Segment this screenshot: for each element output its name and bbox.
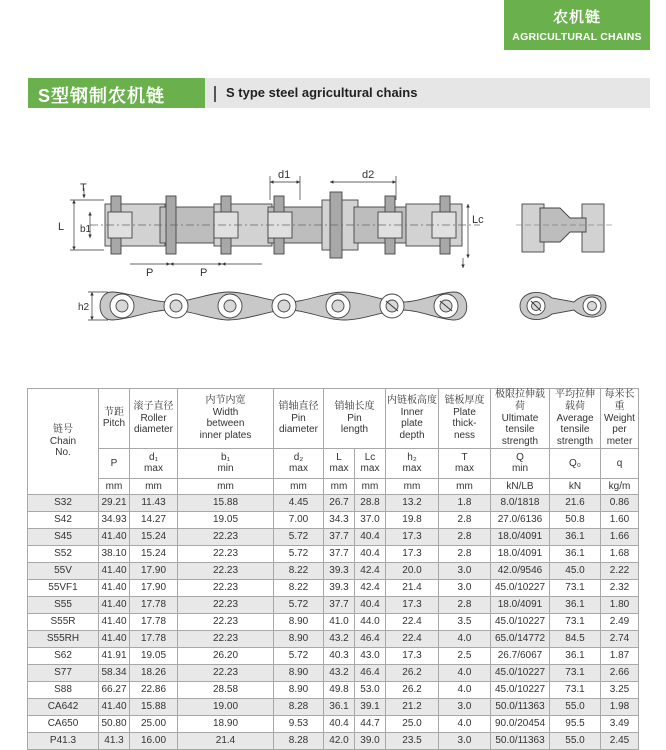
spec-value-cell: 4.0 bbox=[439, 664, 491, 681]
chain-no-cell: 55VF1 bbox=[28, 579, 99, 596]
spec-value-cell: 11.43 bbox=[130, 494, 178, 511]
unit-cell: mm bbox=[178, 478, 274, 494]
header-roller-diameter: 滚子直径 Roller diameter bbox=[130, 389, 178, 449]
spec-value-cell: 22.23 bbox=[178, 613, 274, 630]
spec-value-cell: 42.4 bbox=[355, 579, 386, 596]
table-row bbox=[28, 494, 639, 511]
spec-value-cell: 26.7/6067 bbox=[491, 647, 550, 664]
table-row bbox=[28, 664, 639, 681]
spec-value-cell: 41.0 bbox=[324, 613, 355, 630]
label-d1: d1 bbox=[278, 169, 291, 181]
spec-value-cell: 15.24 bbox=[130, 528, 178, 545]
spec-value-cell: 2.8 bbox=[439, 528, 491, 545]
symbol-b1: b₁ min bbox=[178, 448, 274, 478]
symbol-d1: d₁ max bbox=[130, 448, 178, 478]
spec-value-cell: 21.6 bbox=[550, 494, 601, 511]
symbol-d2: d₂ max bbox=[274, 448, 324, 478]
spec-value-cell: 3.49 bbox=[601, 715, 639, 732]
unit-cell: mm bbox=[324, 478, 355, 494]
spec-value-cell: 8.22 bbox=[274, 562, 324, 579]
header-row-units bbox=[28, 478, 639, 494]
spec-value-cell: 3.0 bbox=[439, 732, 491, 749]
spec-value-cell: 17.3 bbox=[386, 596, 439, 613]
spec-value-cell: 37.7 bbox=[324, 545, 355, 562]
spec-value-cell: 20.0 bbox=[386, 562, 439, 579]
spec-value-cell: 22.23 bbox=[178, 579, 274, 596]
chain-no-cell: S55 bbox=[28, 596, 99, 613]
category-tag bbox=[504, 0, 650, 50]
symbol-T: T max bbox=[439, 448, 491, 478]
spec-value-cell: 1.98 bbox=[601, 698, 639, 715]
spec-value-cell: 22.23 bbox=[178, 528, 274, 545]
spec-value-cell: 29.21 bbox=[99, 494, 130, 511]
symbol-L: L max bbox=[324, 448, 355, 478]
spec-value-cell: 90.0/20454 bbox=[491, 715, 550, 732]
table-row bbox=[28, 596, 639, 613]
spec-value-cell: 5.72 bbox=[274, 596, 324, 613]
spec-value-cell: 34.3 bbox=[324, 511, 355, 528]
chain-no-cell: S52 bbox=[28, 545, 99, 562]
spec-value-cell: 21.2 bbox=[386, 698, 439, 715]
spec-value-cell: 55.0 bbox=[550, 698, 601, 715]
spec-value-cell: 41.3 bbox=[99, 732, 130, 749]
spec-value-cell: 38.10 bbox=[99, 545, 130, 562]
header-weight-per-meter: 每米长重 Weight per meter bbox=[601, 389, 639, 449]
spec-value-cell: 3.0 bbox=[439, 562, 491, 579]
spec-value-cell: 45.0/10227 bbox=[491, 613, 550, 630]
spec-value-cell: 37.0 bbox=[355, 511, 386, 528]
spec-value-cell: 17.90 bbox=[130, 562, 178, 579]
spec-value-cell: 26.7 bbox=[324, 494, 355, 511]
spec-value-cell: 84.5 bbox=[550, 630, 601, 647]
chain-end-view bbox=[516, 204, 612, 252]
unit-cell: mm bbox=[130, 478, 178, 494]
spec-value-cell: 41.40 bbox=[99, 630, 130, 647]
spec-value-cell: 42.4 bbox=[355, 562, 386, 579]
spec-value-cell: 15.88 bbox=[130, 698, 178, 715]
spec-value-cell: 18.26 bbox=[130, 664, 178, 681]
spec-value-cell: 8.90 bbox=[274, 630, 324, 647]
spec-value-cell: 73.1 bbox=[550, 664, 601, 681]
chain-no-cell: S62 bbox=[28, 647, 99, 664]
spec-value-cell: 36.1 bbox=[550, 545, 601, 562]
unit-cell: kN/LB bbox=[491, 478, 550, 494]
spec-value-cell: 39.3 bbox=[324, 562, 355, 579]
spec-value-cell: 39.1 bbox=[355, 698, 386, 715]
table-row bbox=[28, 732, 639, 749]
spec-value-cell: 2.8 bbox=[439, 511, 491, 528]
header-ultimate-strength: 极限拉伸载荷 Ultimate tensile strength bbox=[491, 389, 550, 449]
header-row-symbols bbox=[28, 448, 639, 478]
spec-value-cell: 21.4 bbox=[386, 579, 439, 596]
header-chain-no: 链号 Chain No. bbox=[28, 389, 99, 495]
spec-value-cell: 36.1 bbox=[324, 698, 355, 715]
spec-value-cell: 50.8 bbox=[550, 511, 601, 528]
header-pitch: 节距 Pitch bbox=[99, 389, 130, 449]
header-average-strength: 平均拉伸载荷 Average tensile strength bbox=[550, 389, 601, 449]
spec-value-cell: 4.0 bbox=[439, 681, 491, 698]
spec-value-cell: 19.05 bbox=[130, 647, 178, 664]
chain-no-cell: S45 bbox=[28, 528, 99, 545]
spec-value-cell: 2.8 bbox=[439, 545, 491, 562]
spec-value-cell: 3.0 bbox=[439, 698, 491, 715]
header-row-names bbox=[28, 389, 639, 449]
spec-value-cell: 4.0 bbox=[439, 630, 491, 647]
spec-value-cell: 17.78 bbox=[130, 596, 178, 613]
spec-value-cell: 7.00 bbox=[274, 511, 324, 528]
spec-value-cell: 8.28 bbox=[274, 732, 324, 749]
spec-value-cell: 4.0 bbox=[439, 715, 491, 732]
label-L: L bbox=[58, 221, 65, 233]
chain-no-cell: S88 bbox=[28, 681, 99, 698]
spec-value-cell: 2.49 bbox=[601, 613, 639, 630]
spec-value-cell: 26.2 bbox=[386, 664, 439, 681]
table-row bbox=[28, 528, 639, 545]
spec-value-cell: 41.40 bbox=[99, 528, 130, 545]
spec-value-cell: 73.1 bbox=[550, 579, 601, 596]
header-plate-depth: 内链板高度 Inner plate depth bbox=[386, 389, 439, 449]
chain-end-link-view bbox=[520, 292, 606, 319]
spec-value-cell: 8.90 bbox=[274, 681, 324, 698]
spec-value-cell: 22.23 bbox=[178, 562, 274, 579]
spec-value-cell: 49.8 bbox=[324, 681, 355, 698]
spec-value-cell: 45.0/10227 bbox=[491, 579, 550, 596]
spec-value-cell: 17.3 bbox=[386, 647, 439, 664]
header-pin-diameter: 销轴直径 Pin diameter bbox=[274, 389, 324, 449]
spec-value-cell: 45.0/10227 bbox=[491, 664, 550, 681]
spec-value-cell: 1.60 bbox=[601, 511, 639, 528]
chain-no-cell: S55RH bbox=[28, 630, 99, 647]
spec-value-cell: 41.40 bbox=[99, 613, 130, 630]
spec-value-cell: 18.90 bbox=[178, 715, 274, 732]
spec-value-cell: 40.4 bbox=[355, 545, 386, 562]
symbol-Q: Q min bbox=[491, 448, 550, 478]
spec-value-cell: 46.4 bbox=[355, 664, 386, 681]
label-Lc: Lc bbox=[472, 214, 484, 226]
spec-value-cell: 40.3 bbox=[324, 647, 355, 664]
spec-value-cell: 0.86 bbox=[601, 494, 639, 511]
spec-value-cell: 42.0 bbox=[324, 732, 355, 749]
spec-value-cell: 17.3 bbox=[386, 545, 439, 562]
header-inner-width: 内节内宽 Width between inner plates bbox=[178, 389, 274, 449]
table-row bbox=[28, 630, 639, 647]
spec-value-cell: 37.7 bbox=[324, 596, 355, 613]
unit-cell: kN bbox=[550, 478, 601, 494]
chain-no-cell: P41.3 bbox=[28, 732, 99, 749]
category-tag-zh: 农机链 bbox=[552, 9, 601, 26]
spec-value-cell: 4.45 bbox=[274, 494, 324, 511]
spec-value-cell: 39.3 bbox=[324, 579, 355, 596]
spec-value-cell: 73.1 bbox=[550, 681, 601, 698]
spec-value-cell: 2.32 bbox=[601, 579, 639, 596]
title-separator bbox=[214, 86, 216, 102]
spec-value-cell: 17.3 bbox=[386, 528, 439, 545]
label-d2: d2 bbox=[362, 169, 375, 181]
table-row bbox=[28, 545, 639, 562]
table-row bbox=[28, 715, 639, 732]
section-title-zh: S型钢制农机链 bbox=[28, 78, 205, 108]
section-title-bar bbox=[28, 78, 650, 108]
spec-value-cell: 18.0/4091 bbox=[491, 545, 550, 562]
label-b1: b1 bbox=[80, 224, 92, 235]
section-title-en: S type steel agricultural chains bbox=[226, 85, 418, 100]
unit-cell: mm bbox=[439, 478, 491, 494]
spec-value-cell: 19.05 bbox=[178, 511, 274, 528]
spec-value-cell: 1.87 bbox=[601, 647, 639, 664]
spec-value-cell: 28.58 bbox=[178, 681, 274, 698]
chain-no-cell: CA650 bbox=[28, 715, 99, 732]
spec-value-cell: 40.4 bbox=[355, 596, 386, 613]
spec-value-cell: 43.0 bbox=[355, 647, 386, 664]
spec-value-cell: 50.80 bbox=[99, 715, 130, 732]
table-row bbox=[28, 647, 639, 664]
symbol-Q0: Q₀ bbox=[550, 448, 601, 478]
spec-value-cell: 65.0/14772 bbox=[491, 630, 550, 647]
chain-spec-table bbox=[27, 388, 639, 750]
spec-value-cell: 22.4 bbox=[386, 613, 439, 630]
spec-value-cell: 73.1 bbox=[550, 613, 601, 630]
spec-value-cell: 40.4 bbox=[355, 528, 386, 545]
chain-no-cell: S55R bbox=[28, 613, 99, 630]
spec-value-cell: 36.1 bbox=[550, 528, 601, 545]
spec-value-cell: 50.0/11363 bbox=[491, 698, 550, 715]
spec-value-cell: 8.28 bbox=[274, 698, 324, 715]
spec-value-cell: 41.91 bbox=[99, 647, 130, 664]
spec-value-cell: 46.4 bbox=[355, 630, 386, 647]
spec-value-cell: 1.68 bbox=[601, 545, 639, 562]
spec-value-cell: 22.86 bbox=[130, 681, 178, 698]
table-row bbox=[28, 681, 639, 698]
spec-value-cell: 5.72 bbox=[274, 528, 324, 545]
spec-value-cell: 1.80 bbox=[601, 596, 639, 613]
spec-value-cell: 13.2 bbox=[386, 494, 439, 511]
symbol-q: q bbox=[601, 448, 639, 478]
spec-value-cell: 25.00 bbox=[130, 715, 178, 732]
spec-value-cell: 22.23 bbox=[178, 596, 274, 613]
header-plate-thickness: 链板厚度 Plate thick- ness bbox=[439, 389, 491, 449]
label-P-2: P bbox=[200, 267, 208, 279]
spec-value-cell: 8.90 bbox=[274, 613, 324, 630]
chain-no-cell: 55V bbox=[28, 562, 99, 579]
chain-no-cell: CA642 bbox=[28, 698, 99, 715]
table-row bbox=[28, 579, 639, 596]
spec-value-cell: 18.0/4091 bbox=[491, 596, 550, 613]
spec-value-cell: 26.2 bbox=[386, 681, 439, 698]
spec-value-cell: 41.40 bbox=[99, 562, 130, 579]
label-P-1: P bbox=[146, 267, 154, 279]
spec-value-cell: 53.0 bbox=[355, 681, 386, 698]
header-pin-length: 销轴长度 Pin length bbox=[324, 389, 386, 449]
spec-value-cell: 3.25 bbox=[601, 681, 639, 698]
spec-value-cell: 42.0/9546 bbox=[491, 562, 550, 579]
spec-value-cell: 41.40 bbox=[99, 579, 130, 596]
chain-no-cell: S42 bbox=[28, 511, 99, 528]
spec-value-cell: 22.23 bbox=[178, 545, 274, 562]
spec-value-cell: 2.5 bbox=[439, 647, 491, 664]
spec-value-cell: 9.53 bbox=[274, 715, 324, 732]
spec-value-cell: 45.0 bbox=[550, 562, 601, 579]
spec-value-cell: 44.0 bbox=[355, 613, 386, 630]
spec-value-cell: 25.0 bbox=[386, 715, 439, 732]
spec-value-cell: 19.8 bbox=[386, 511, 439, 528]
unit-cell: mm bbox=[386, 478, 439, 494]
spec-value-cell: 1.8 bbox=[439, 494, 491, 511]
spec-value-cell: 22.4 bbox=[386, 630, 439, 647]
label-h2: h2 bbox=[78, 302, 90, 313]
spec-value-cell: 22.23 bbox=[178, 664, 274, 681]
table-row bbox=[28, 698, 639, 715]
spec-value-cell: 8.90 bbox=[274, 664, 324, 681]
spec-value-cell: 17.90 bbox=[130, 579, 178, 596]
spec-value-cell: 2.22 bbox=[601, 562, 639, 579]
spec-value-cell: 37.7 bbox=[324, 528, 355, 545]
spec-value-cell: 43.2 bbox=[324, 664, 355, 681]
spec-value-cell: 22.23 bbox=[178, 630, 274, 647]
spec-value-cell: 44.7 bbox=[355, 715, 386, 732]
spec-value-cell: 36.1 bbox=[550, 596, 601, 613]
spec-value-cell: 5.72 bbox=[274, 545, 324, 562]
spec-value-cell: 58.34 bbox=[99, 664, 130, 681]
spec-value-cell: 41.40 bbox=[99, 698, 130, 715]
label-T-top: T bbox=[80, 182, 87, 194]
spec-value-cell: 39.0 bbox=[355, 732, 386, 749]
spec-value-cell: 18.0/4091 bbox=[491, 528, 550, 545]
spec-value-cell: 41.40 bbox=[99, 596, 130, 613]
category-tag-en: AGRICULTURAL CHAINS bbox=[512, 31, 642, 43]
spec-value-cell: 34.93 bbox=[99, 511, 130, 528]
spec-value-cell: 23.5 bbox=[386, 732, 439, 749]
symbol-h2: h₂ max bbox=[386, 448, 439, 478]
spec-value-cell: 15.88 bbox=[178, 494, 274, 511]
spec-value-cell: 28.8 bbox=[355, 494, 386, 511]
spec-value-cell: 26.20 bbox=[178, 647, 274, 664]
unit-cell: mm bbox=[274, 478, 324, 494]
table-row bbox=[28, 562, 639, 579]
spec-value-cell: 45.0/10227 bbox=[491, 681, 550, 698]
spec-value-cell: 40.4 bbox=[324, 715, 355, 732]
spec-value-cell: 2.66 bbox=[601, 664, 639, 681]
spec-value-cell: 14.27 bbox=[130, 511, 178, 528]
table-row bbox=[28, 613, 639, 630]
spec-value-cell: 21.4 bbox=[178, 732, 274, 749]
spec-value-cell: 17.78 bbox=[130, 613, 178, 630]
chain-no-cell: S77 bbox=[28, 664, 99, 681]
spec-value-cell: 8.0/1818 bbox=[491, 494, 550, 511]
table-row bbox=[28, 511, 639, 528]
spec-value-cell: 95.5 bbox=[550, 715, 601, 732]
chain-side-view bbox=[100, 290, 467, 322]
spec-value-cell: 43.2 bbox=[324, 630, 355, 647]
unit-cell: mm bbox=[355, 478, 386, 494]
spec-value-cell: 36.1 bbox=[550, 647, 601, 664]
symbol-P: P bbox=[99, 448, 130, 478]
spec-value-cell: 1.66 bbox=[601, 528, 639, 545]
symbol-Lc: Lc max bbox=[355, 448, 386, 478]
spec-value-cell: 17.78 bbox=[130, 630, 178, 647]
spec-value-cell: 2.8 bbox=[439, 596, 491, 613]
spec-value-cell: 2.74 bbox=[601, 630, 639, 647]
spec-value-cell: 3.0 bbox=[439, 579, 491, 596]
unit-cell: mm bbox=[99, 478, 130, 494]
spec-value-cell: 55.0 bbox=[550, 732, 601, 749]
spec-value-cell: 5.72 bbox=[274, 647, 324, 664]
unit-cell: kg/m bbox=[601, 478, 639, 494]
spec-value-cell: 19.00 bbox=[178, 698, 274, 715]
spec-value-cell: 16.00 bbox=[130, 732, 178, 749]
chain-no-cell: S32 bbox=[28, 494, 99, 511]
spec-value-cell: 15.24 bbox=[130, 545, 178, 562]
spec-value-cell: 8.22 bbox=[274, 579, 324, 596]
chain-technical-drawing bbox=[0, 108, 666, 380]
spec-value-cell: 50.0/11363 bbox=[491, 732, 550, 749]
spec-value-cell: 2.45 bbox=[601, 732, 639, 749]
spec-value-cell: 66.27 bbox=[99, 681, 130, 698]
spec-value-cell: 27.0/6136 bbox=[491, 511, 550, 528]
spec-value-cell: 3.5 bbox=[439, 613, 491, 630]
